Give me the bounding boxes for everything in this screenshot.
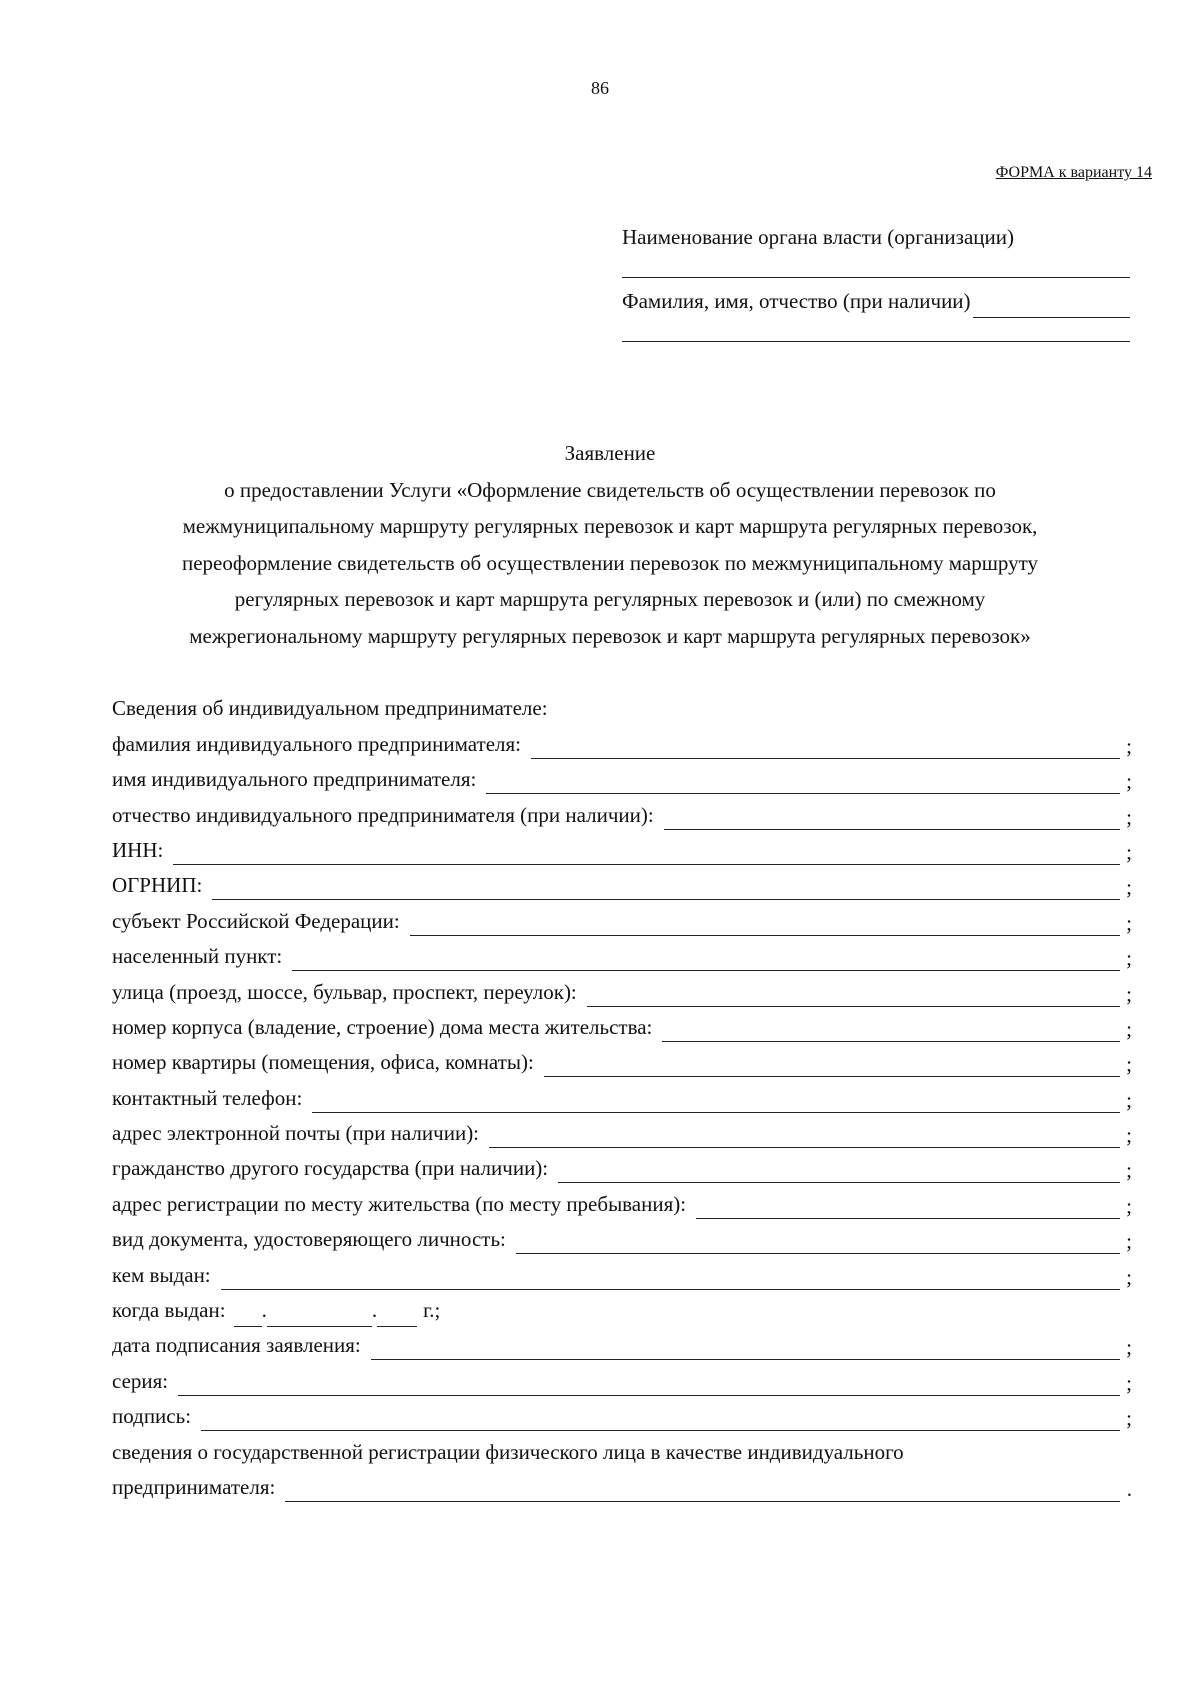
field-name[interactable] — [112, 761, 1132, 796]
field-patronymic[interactable] — [112, 796, 1132, 831]
field-end: ; — [1126, 1370, 1132, 1395]
field-registration[interactable] — [112, 1469, 1132, 1504]
field-end: ; — [1126, 733, 1132, 758]
field-blank[interactable] — [544, 1053, 1120, 1079]
field-citizenship[interactable] — [112, 1150, 1132, 1185]
addressee-block — [622, 220, 1130, 348]
field-street[interactable] — [112, 973, 1132, 1008]
registration-line-1 — [112, 1433, 1132, 1468]
field-signature[interactable] — [112, 1398, 1132, 1433]
fio-blank-line[interactable] — [622, 318, 1130, 348]
field-label: контактный телефон: — [112, 1085, 303, 1110]
field-label: подпись: — [112, 1404, 192, 1429]
field-end: ; — [1126, 946, 1132, 971]
field-blank[interactable] — [664, 806, 1120, 832]
field-building[interactable] — [112, 1009, 1132, 1044]
field-series[interactable] — [112, 1362, 1132, 1397]
field-ogrnip[interactable] — [112, 867, 1132, 902]
field-label: фамилия индивидуального предпринимателя: — [112, 731, 521, 756]
issued-month-blank[interactable] — [267, 1306, 372, 1327]
field-blank[interactable] — [221, 1266, 1120, 1292]
fio-line — [622, 284, 1130, 318]
field-blank[interactable] — [489, 1124, 1120, 1150]
field-label: отчество индивидуального предпринимателя (при наличии): — [112, 802, 654, 827]
field-label: номер корпуса (владение, строение) дома места жительства: — [112, 1014, 653, 1039]
field-label: имя индивидуального предпринимателя: — [112, 767, 477, 792]
field-label: вид документа, удостоверяющего личность: — [112, 1227, 506, 1252]
registration-text: сведения о государственной регистрации физического лица в качестве индивидуального — [112, 1439, 904, 1464]
field-blank[interactable] — [558, 1159, 1120, 1185]
field-blank[interactable] — [292, 947, 1120, 973]
field-label: субъект Российской Федерации: — [112, 908, 400, 933]
field-blank[interactable] — [587, 983, 1120, 1009]
field-label: кем выдан: — [112, 1262, 211, 1287]
issued-day-blank[interactable] — [234, 1306, 262, 1327]
field-blank[interactable] — [178, 1372, 1120, 1398]
title-line-2: межмуниципальному маршруту регулярных перевозок и карт маршрута регулярных перевозок, — [182, 514, 1038, 538]
title-line-4: регулярных перевозок и карт маршрута регулярных перевозок и (или) по смежному — [234, 587, 986, 611]
field-end: ; — [1126, 1264, 1132, 1289]
date-separator-dot: . — [371, 1298, 378, 1323]
fio-label: Фамилия, имя, отчество (при наличии) — [622, 289, 971, 313]
field-label: когда выдан: — [112, 1298, 226, 1323]
field-issued-by[interactable] — [112, 1256, 1132, 1291]
authority-label: Наименование органа власти (организации) — [622, 225, 1014, 249]
field-end: ; — [1126, 1052, 1132, 1077]
field-blank[interactable] — [531, 735, 1120, 761]
field-end: ; — [1126, 1335, 1132, 1360]
field-end: ; — [1126, 875, 1132, 900]
field-end: ; — [1126, 1016, 1132, 1041]
field-blank[interactable] — [285, 1478, 1120, 1504]
field-label: ОГРНИП: — [112, 873, 203, 898]
date-separator-dot: . — [261, 1298, 267, 1323]
issued-year-blank[interactable] — [377, 1306, 417, 1327]
field-locality[interactable] — [112, 938, 1132, 973]
field-phone[interactable] — [112, 1079, 1132, 1114]
document-title — [110, 435, 1110, 654]
field-end: ; — [1126, 1087, 1132, 1112]
field-blank[interactable] — [410, 912, 1120, 938]
field-label: серия: — [112, 1368, 169, 1393]
field-label: адрес электронной почты (при наличии): — [112, 1121, 480, 1146]
field-blank[interactable] — [696, 1195, 1120, 1221]
field-end: ; — [1126, 910, 1132, 935]
field-end: ; — [1126, 1193, 1132, 1218]
field-end: ; — [1126, 1158, 1132, 1183]
title-heading: Заявление — [564, 441, 656, 465]
field-signing-date[interactable] — [112, 1327, 1132, 1362]
field-end: ; — [1126, 769, 1132, 794]
fio-blank-inline[interactable] — [973, 295, 1130, 318]
page-number: 86 — [591, 78, 609, 98]
form-reference: ФОРМА к варианту 14 — [995, 164, 1152, 181]
field-label: населенный пункт: — [112, 944, 283, 969]
field-label: гражданство другого государства (при наличии): — [112, 1156, 549, 1181]
issued-suffix: г.; — [423, 1298, 441, 1323]
field-surname[interactable] — [112, 725, 1132, 760]
field-blank[interactable] — [662, 1018, 1120, 1044]
field-label: предпринимателя: — [112, 1474, 276, 1499]
field-label: улица (проезд, шоссе, бульвар, проспект, переулок): — [112, 979, 577, 1004]
section-title-row — [112, 690, 1132, 725]
field-blank[interactable] — [173, 841, 1120, 867]
field-label: номер квартиры (помещения, офиса, комнаты): — [112, 1050, 534, 1075]
field-end: ; — [1126, 804, 1132, 829]
field-end: ; — [1126, 981, 1132, 1006]
field-end: ; — [1126, 839, 1132, 864]
field-blank[interactable] — [201, 1407, 1120, 1433]
field-issued-date[interactable] — [112, 1292, 1132, 1327]
title-line-5: межрегиональному маршруту регулярных перевозок и карт маршрута регулярных перевозок» — [189, 623, 1031, 648]
applicant-fields — [112, 690, 1132, 1504]
section-title: Сведения об индивидуальном предпринимателе: — [112, 696, 548, 721]
field-blank[interactable] — [312, 1089, 1120, 1115]
field-registration-address[interactable] — [112, 1185, 1132, 1220]
field-apartment[interactable] — [112, 1044, 1132, 1079]
title-line-1: о предоставлении Услуги «Оформление свидетельств об осуществлении перевозок по — [224, 477, 996, 502]
authority-blank-line[interactable] — [622, 254, 1130, 284]
field-email[interactable] — [112, 1115, 1132, 1150]
field-blank[interactable] — [516, 1230, 1120, 1256]
field-end: ; — [1126, 1406, 1132, 1431]
title-line-3: переоформление свидетельств об осуществлении перевозок по межмуниципальному маршруту — [182, 550, 1038, 575]
field-label: ИНН: — [112, 837, 164, 862]
field-id-document[interactable] — [112, 1221, 1132, 1256]
field-label: дата подписания заявления: — [112, 1333, 361, 1358]
field-label: адрес регистрации по месту жительства (по месту пребывания): — [112, 1191, 687, 1216]
field-blank[interactable] — [371, 1336, 1120, 1362]
field-blank[interactable] — [486, 770, 1120, 796]
field-blank[interactable] — [212, 876, 1120, 902]
field-end: . — [1126, 1476, 1132, 1501]
field-region[interactable] — [112, 902, 1132, 937]
field-end: ; — [1126, 1229, 1132, 1254]
field-end: ; — [1126, 1123, 1132, 1148]
field-inn[interactable] — [112, 832, 1132, 867]
